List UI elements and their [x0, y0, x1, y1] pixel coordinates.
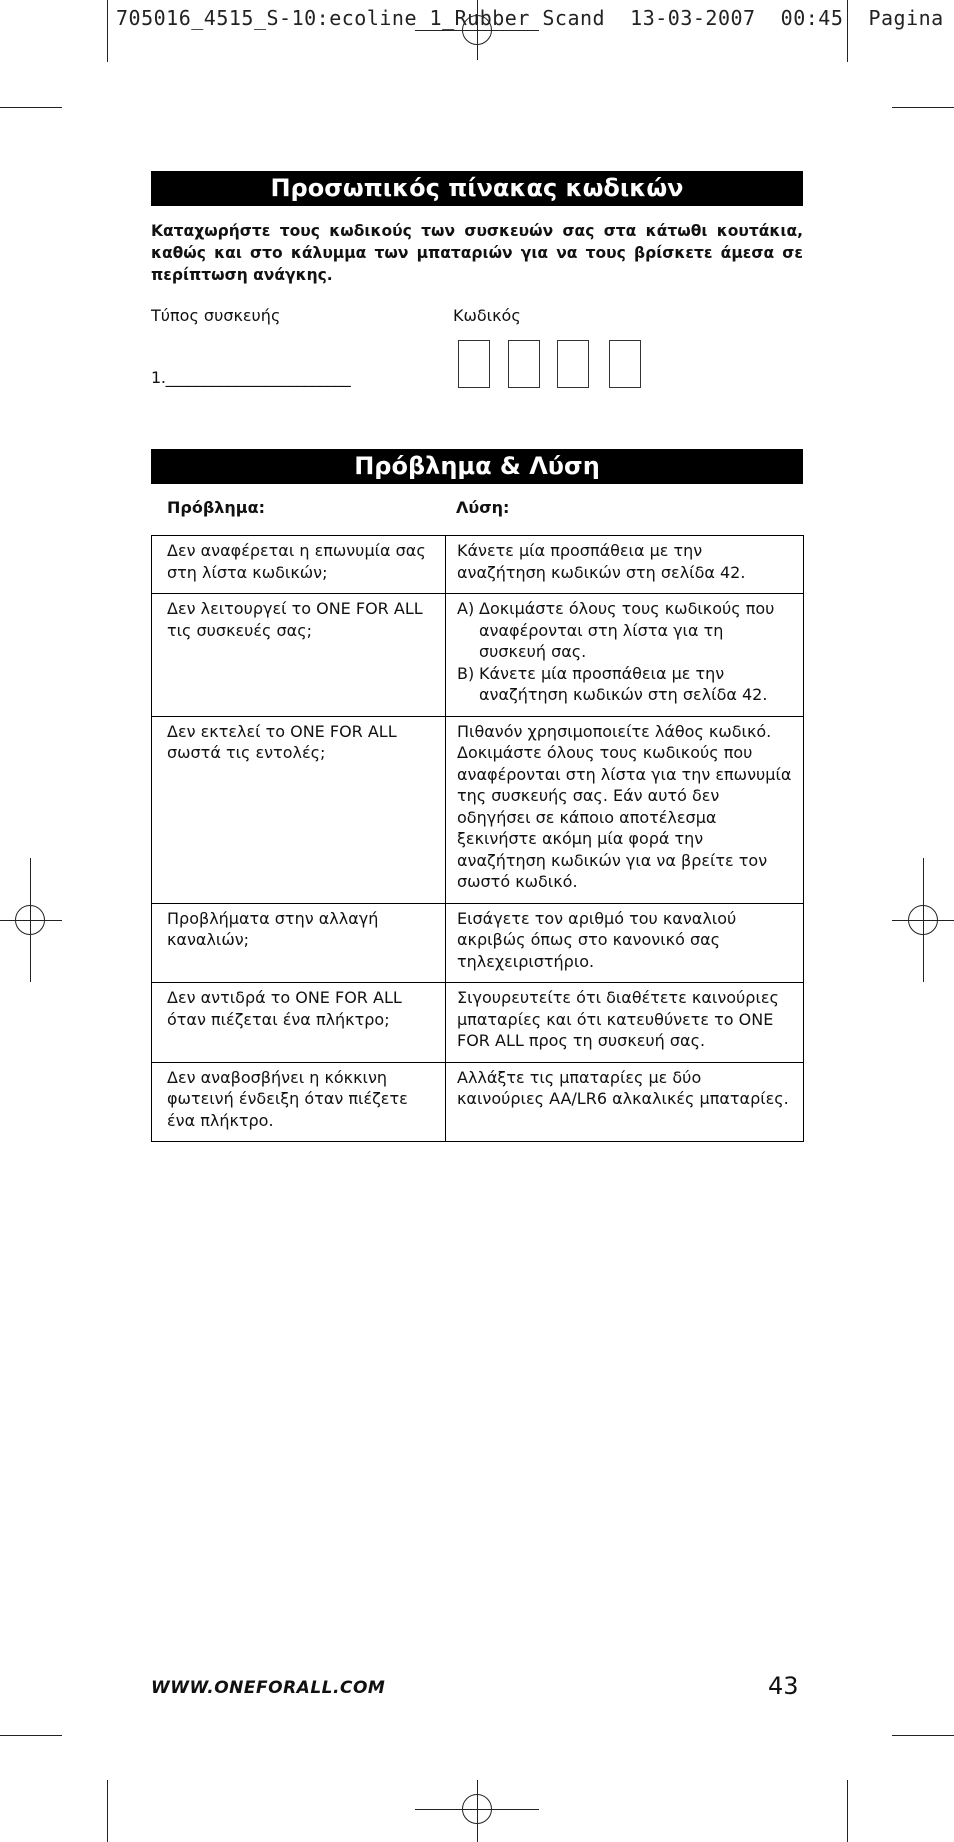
solution-cell: Κάνετε μία προσπάθεια με την αναζήτηση κωδικών στη σελίδα 42. [446, 536, 804, 594]
problem-cell: Προβλήματα στην αλλαγή καναλιών; [152, 903, 446, 983]
troubleshooting-title: Πρόβλημα & Λύση [151, 449, 803, 484]
code-table-title: Προσωπικός πίνακας κωδικών [151, 171, 803, 206]
print-slug: 705016_4515_S-10:ecoline 1_Rubber Scand 13-03-2007 00:45 Pagina [116, 6, 944, 30]
solution-cell: Πιθανόν χρησιμοποιείτε λάθος κωδικό. Δοκιμάστε όλους τους κωδικούς που αναφέρονται στη λίστα για την επωνυμία της συσκευής σας. Εάν αυτό δεν οδηγήσει σε κάποιο αποτέλεσμα ξεκινήστε ακόμη μία φορά την αναζήτηση κωδικών για να βρείτε τον σωστό κωδικό. [446, 716, 804, 903]
code-label: Κωδικός [453, 306, 521, 325]
code-box-3 [557, 340, 589, 388]
device-type-line-1: 1.________________________ [151, 368, 351, 387]
problem-cell: Δεν εκτελεί το ONE FOR ALL σωστά τις εντολές; [152, 716, 446, 903]
code-box-1 [458, 340, 490, 388]
solution-cell: Εισάγετε τον αριθμό του καναλιού ακριβώς όπως στο κανονικό σας τηλεχειριστήριο. [446, 903, 804, 983]
code-box-2 [508, 340, 540, 388]
table-row [152, 594, 804, 717]
problem-cell: Δεν λειτουργεί το ONE FOR ALL τις συσκευές σας; [152, 594, 446, 717]
problem-cell: Δεν αναβοσβήνει η κόκκινη φωτεινή ένδειξη όταν πιέζετε ένα πλήκτρο. [152, 1062, 446, 1142]
solution-item-prefix: A) [457, 599, 475, 618]
solution-item [457, 663, 793, 706]
problem-cell: Δεν αναφέρεται η επωνυμία σας στη λίστα κωδικών; [152, 536, 446, 594]
table-row [152, 716, 804, 903]
solution-item-text: Δοκιμάστε όλους τους κωδικούς που αναφέρονται στη λίστα για τη συσκευή σας. [479, 599, 775, 661]
solution-column-header: Λύση: [456, 498, 510, 517]
table-row [152, 1062, 804, 1142]
table-row [152, 983, 804, 1063]
solution-cell: Σιγουρευτείτε ότι διαθέτετε καινούριες μπαταρίες και ότι κατευθύνετε το ONE FOR ALL προς τη συσκευή σας. [446, 983, 804, 1063]
problem-solution-table [151, 535, 804, 1142]
solution-cell [446, 594, 804, 717]
problem-column-header: Πρόβλημα: [167, 498, 265, 517]
problem-cell: Δεν αντιδρά το ONE FOR ALL όταν πιέζεται ένα πλήκτρο; [152, 983, 446, 1063]
code-table-intro: Καταχωρήστε τους κωδικούς των συσκευών σας στα κάτωθι κουτάκια, καθώς και στο κάλυμμα των μπαταριών για να τους βρίσκετε άμεσα σε περίπτωση ανάγκης. [151, 222, 803, 284]
page-number: 43 [768, 1672, 799, 1700]
solution-cell: Αλλάξτε τις μπαταρίες με δύο καινούριες AA/LR6 αλκαλικές μπαταρίες. [446, 1062, 804, 1142]
solution-item-prefix: B) [457, 663, 475, 683]
solution-item-text: Κάνετε μία προσπάθεια με την αναζήτηση κωδικών στη σελίδα 42. [479, 663, 768, 704]
table-row [152, 903, 804, 983]
table-row [152, 536, 804, 594]
footer-website-url: WWW.ONEFORALL.COM [151, 1678, 386, 1698]
code-box-4 [609, 340, 641, 388]
device-type-label: Τύπος συσκευής [151, 306, 281, 325]
solution-item [457, 598, 793, 663]
